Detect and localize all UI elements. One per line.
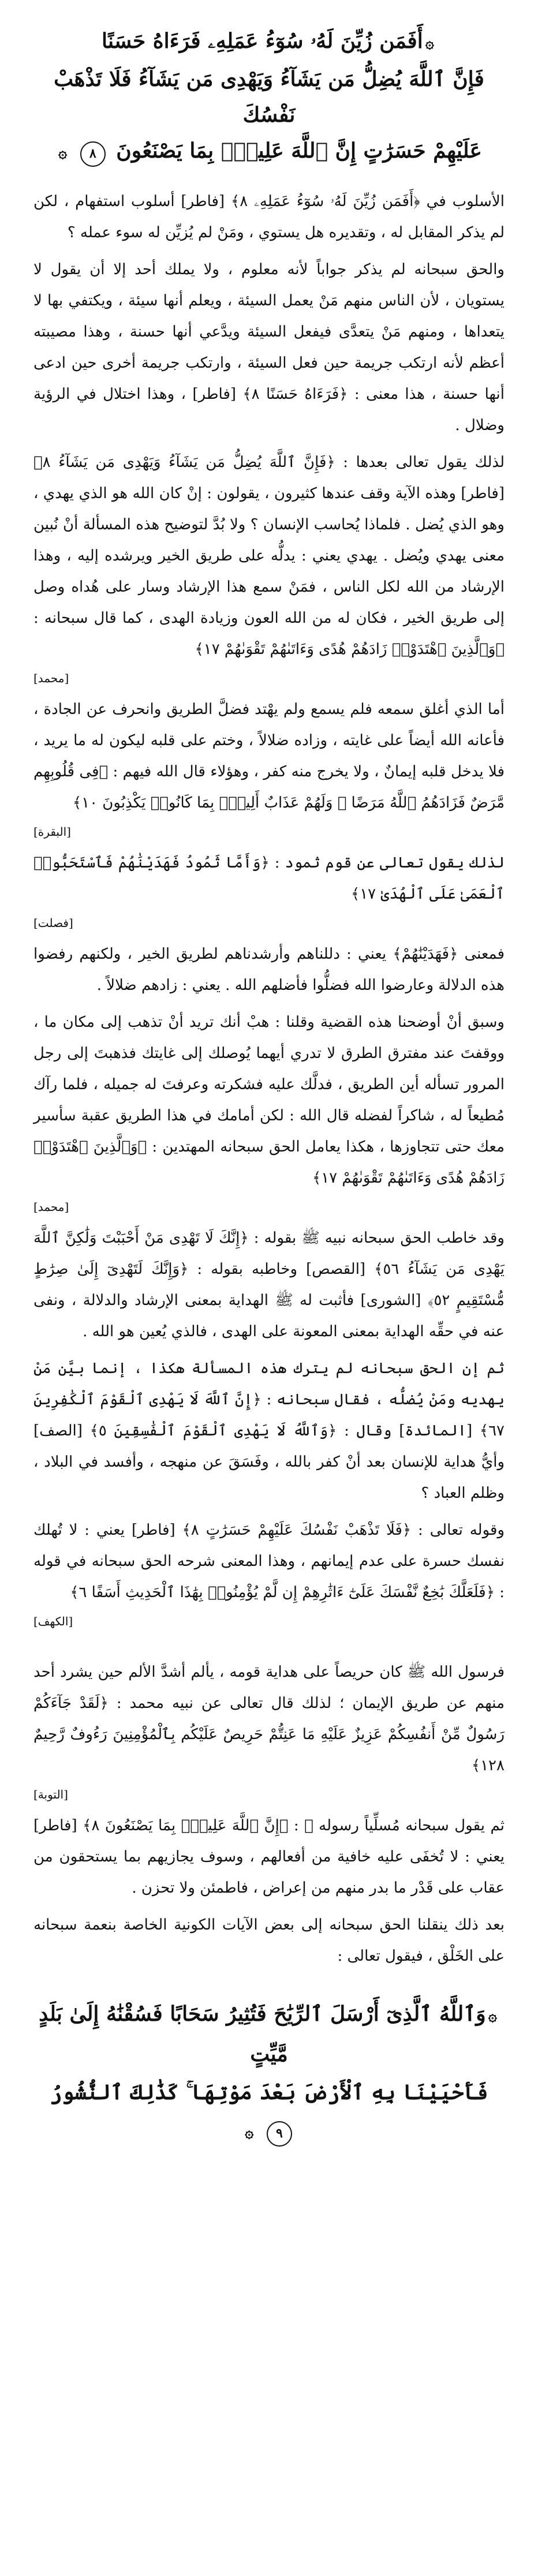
surah-reference: [الكهف]	[33, 1614, 73, 1628]
paragraph: أما الذي أغلق سمعه فلم يسمع ولم يهْتد فضلَّ الطريق وانحرف عن الجادة ، فأعانه الله أيضاً على غايته ، وزاده ضلالاً ، وختم على قلبه ليكون له ما يريد ، فلا يدخل قلبه إيمانٌ ، ولا يخرج منه كفر ، وهؤلاء قال الله فيهم : ﴿فِى قُلُوبِهِم مَّرَضٌ فَزَادَهُمُ ٱللَّهُ مَرَضًا ۖ وَلَهُمْ عَذَابٌ أَلِيمٌۢ بِمَا كَانُوا۟ يَكْذِبُونَ ١٠﴾	[33, 701, 505, 812]
ornament-icon: ۞	[425, 35, 434, 52]
section-gap	[33, 1637, 505, 1657]
opening-verse-line-3: عَلَيْهِمْ حَسَرَٰتٍ إِنَّ ٱللَّهَ عَلِيمٌۢ بِمَا يَصْنَعُونَ ٨ ۞	[33, 133, 505, 171]
surah-reference: [محمد]	[33, 1200, 69, 1214]
paragraph: وقوله تعالى : ﴿فَلَا تَذْهَبْ نَفْسُكَ عَلَيْهِمْ حَسَرَٰتٍ ٨﴾ [فاطر] يعني : لا تُهلك نفسك حسرة على عدم إيمانهم ، وهذا المعنى شرحه الحق سبحانه في قوله : ﴿فَلَعَلَّكَ بَٰخِعٌ نَّفْسَكَ عَلَىٰٓ ءَاثَٰرِهِمْ إِن لَّمْ يُؤْمِنُوا۟ بِهَٰذَا ٱلْحَدِيثِ أَسَفًا ٦﴾	[33, 1521, 505, 1601]
surah-reference: [البقرة]	[33, 825, 71, 839]
ornament-icon: ۞	[488, 2007, 497, 2025]
paragraph: فرسول الله ﷺ كان حريصاً على هداية قومه ، يألم أشدَّ الألم حين يشرد أحد منهم عن طريق الإيمان ؛ لذلك قال تعالى عن نبيه محمد : ﴿لَقَدْ جَآءَكُمْ رَسُولٌ مِّنْ أَنفُسِكُمْ عَزِيزٌ عَلَيْهِ مَا عَنِتُّمْ حَرِيصٌ عَلَيْكُم بِٱلْمُؤْمِنِينَ رَءُوفٌ رَّحِيمٌ ١٢٨﴾	[33, 1663, 505, 1774]
surah-reference: [التوبة]	[33, 1788, 68, 1801]
paragraph: بعد ذلك ينقلنا الحق سبحانه إلى بعض الآيات الكونية الخاصة بنعمة سبحانه على الخَلْق ، فيقول تعالى :	[33, 1916, 505, 1965]
surah-reference: [محمد]	[33, 671, 69, 685]
ayah-number-badge: ٨	[80, 141, 106, 167]
closing-verse-line-1: ۞وَٱللَّهُ ٱلَّذِىٓ أَرْسَلَ ٱلرِّيَٰحَ فَتُثِيرُ سَحَابًا فَسُقْنَٰهُ إِلَىٰ بَلَدٍ مَّيِّتٍ	[33, 1995, 505, 2073]
paragraph: وقد خاطب الحق سبحانه نبيه ﷺ بقوله : ﴿إِنَّكَ لَا تَهْدِى مَنْ أَحْبَبْتَ وَلَٰكِنَّ ٱللَّهَ يَهْدِى مَن يَشَآءُ ٥٦﴾ [القصص] وخاطبه بقوله : ﴿وَإِنَّكَ لَتَهْدِىٓ إِلَىٰ صِرَٰطٍ مُّسْتَقِيمٍ ٥٢﴾ [الشورى] فأثبت له ﷺ الهداية بمعنى الإرشاد والدلالة ، ونفى عنه في حقِّه الهداية بمعنى المعونة على الهدى ، فالذي يُعين هو الله .	[33, 1229, 505, 1340]
paragraph: وسبق أنْ أوضحنا هذه القضية وقلنا : هبْ أنك تريد أنْ تذهب إلى مكان ما ، ووقفتَ عند مفترق الطرق لا تدري أيهما يُوصلك إلى غايتك فذهبتَ إلى رجل المرور تسأله أين الطريق ، فدلَّك عليه فشكرته وعرفتَ له جميله ، فلما رآك مُطيعاً له ، شاكراً لفضله قال الله : لكن أمامك في هذا الطريق عقبة سأسير معك حتى تتجاوزها ، هكذا يعامل الحق سبحانه المهتدين : ﴿وَٱلَّذِينَ ٱهْتَدَوْا۟ زَادَهُمْ هُدًى وَءَاتَىٰهُمْ تَقْوَىٰهُمْ ١٧﴾	[33, 1014, 505, 1187]
paragraph: لذلك يقول تعالى بعدها : ﴿فَإِنَّ ٱللَّهَ يُضِلُّ مَن يَشَآءُ وَيَهْدِى مَن يَشَآءُ ٨﴾ [فاطر] وهذه الآية وقف عندها كثيرون ، يقولون : إنْ كان الله هو الذي يهدي ، وهو الذي يُضل . فلماذا يُحاسب الإنسان ؟ ولا بُدَّ لتوضيح هذه المسألة أنْ نُبين معنى يهدي ويُضل . يهدي يعني : يدلُّه على طريق الخير ويرشده إليه ، وهذا الإرشاد من الله لكل الناس ، فمَنْ سمع هذا الإرشاد وسار على هُداه وصل إلى طريق الخير ، فكان له من الله العون وزيادة الهدى ، كما قال سبحانه : ﴿وَٱلَّذِينَ ٱهْتَدَوْا۟ زَادَهُمْ هُدًى وَءَاتَىٰهُمْ تَقْوَىٰهُمْ ١٧﴾	[33, 454, 505, 658]
paragraph: لذلك يقول تعالى عن قوم ثمود : ﴿وَأَمَّا ثَمُودُ فَهَدَيْنَٰهُمْ فَٱسْتَحَبُّوا۟ ٱلْعَمَىٰ عَلَى ٱلْهُدَىٰ ١٧﴾	[33, 854, 505, 903]
paragraph: ثم يقول سبحانه مُسلِّياً رسوله ﷺ : ﴿إِنَّ ٱللَّهَ عَلِيمٌۢ بِمَا يَصْنَعُونَ ٨﴾ [فاطر] يعني : لا تُخفَى عليه خافية من أفعالهم ، وسوف يجازيهم بما يستحقون من عقاب على قَدْر ما بدر منهم من إعراض ، فاطمئن ولا تحزن .	[33, 1817, 505, 1897]
closing-verse-line-2: فَأَحْيَيْنَا بِهِ ٱلْأَرْضَ بَعْدَ مَوْتِهَا ۚ كَذَٰلِكَ ٱلنُّشُورُ ٩ ۞	[33, 2073, 505, 2152]
ayah-number-badge: ٩	[267, 2121, 292, 2147]
paragraph: فمعنى ﴿فَهَدَيْنَٰهُمْ﴾ يعني : دللناهم وأرشدناهم لطريق الخير ، ولكنهم رفضوا هذه الدلالة وعارضوا الله فضلُّوا فأضلهم الله . يعني : زادهم ضلالاً .	[33, 945, 505, 994]
ornament-icon: ۞	[58, 144, 68, 162]
opening-verse-line-1: ۞أَفَمَن زُيِّنَ لَهُۥ سُوٓءُ عَمَلِهِۦ فَرَءَاهُ حَسَنًا	[33, 23, 505, 61]
paragraph: والحق سبحانه لم يذكر جواباً لأنه معلوم ، ولا يملك أحد إلا أن يقول لا يستويان ، لأن الناس منهم مَنْ يعمل السيئة ، ويعلم أنها سيئة ، ويكتفي بها لا يتعداها ، ومنهم مَنْ يتعدَّى فيفعل السيئة ويدَّعي أنها حسنة ، وهذا مصيبته أعظم لأنه ارتكب جريمة حين فعل السيئة ، وارتكب جريمة أخرى حين ادعى أنها حسنة ، هذا معنى : ﴿فَرَءَاهُ حَسَنًا ٨﴾ [فاطر] ، وهذا اختلال في الرؤية وضلال .	[33, 261, 505, 434]
paragraph: الأسلوب في ﴿أَفَمَن زُيِّنَ لَهُۥ سُوٓءُ عَمَلِهِۦ ٨﴾ [فاطر] أسلوب استفهام ، لكن لم يذكر المقابل له ، وتقديره هل يستوي ، ومَنْ لم يُزيِّن له سوء عمله ؟	[33, 193, 505, 241]
surah-reference: [فصلت]	[33, 916, 73, 930]
ornament-icon: ۞	[245, 2124, 254, 2141]
paragraph: ثم إن الحق سبحانه لم يترك هذه المسألة هكذا ، إنما بيَّن مَنْ يهديه ومَنْ يُضلُّه ، فقال سبحانه : ﴿إِنَّ ٱللَّهَ لَا يَهْدِى ٱلْقَوْمَ ٱلْكَٰفِرِينَ ٦٧﴾ [المائدة] وقال : ﴿وَٱللَّهُ لَا يَهْدِى ٱلْقَوْمَ ٱلْفَٰسِقِينَ ٥﴾ [الصف] وأيُّ هداية للإنسان بعد أنْ كفر بالله ، وفَسَقَ عن منهجه ، وأفسد في البلاد ، وظلم العباد ؟	[33, 1360, 505, 1502]
closing-verse	[33, 1995, 505, 2152]
opening-verse-line-2: فَإِنَّ ٱللَّهَ يُضِلُّ مَن يَشَآءُ وَيَهْدِى مَن يَشَآءُ فَلَا تَذْهَبْ نَفْسُكَ	[54, 67, 484, 127]
opening-verse	[33, 23, 505, 171]
